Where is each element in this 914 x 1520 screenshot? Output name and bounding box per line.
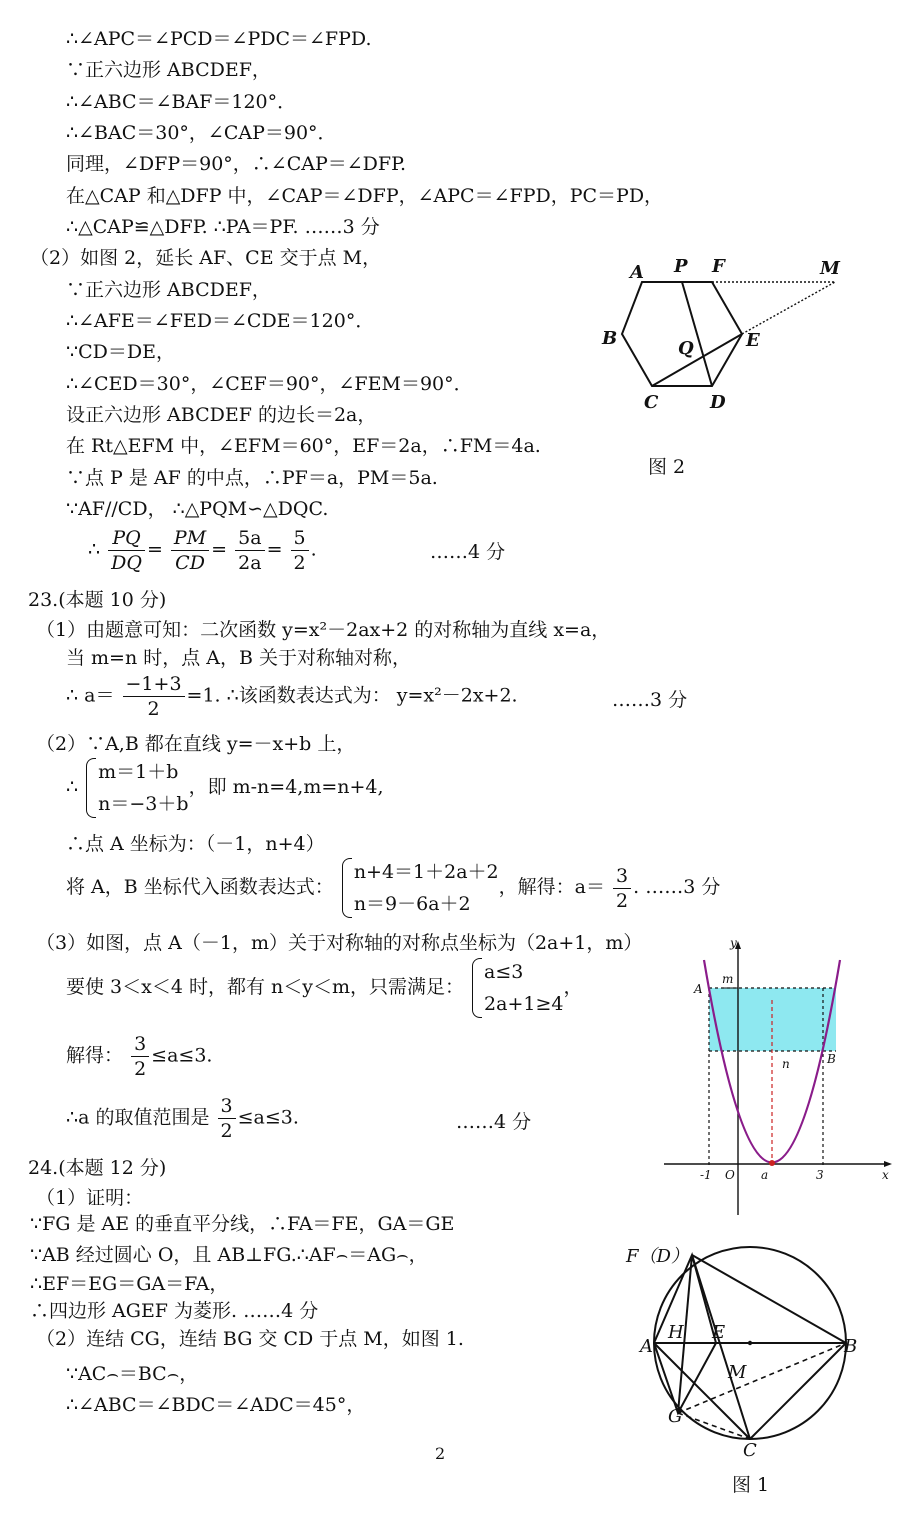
circle-figure [620, 1240, 880, 1480]
text-line: ∵CD＝DE， [66, 341, 175, 363]
page-number: 2 [435, 1444, 446, 1463]
label-m: M [728, 1362, 747, 1383]
x-axis-arrow [884, 1161, 892, 1167]
label-n: n [782, 1057, 790, 1071]
text-line: ∵正六边形 ABCDEF， [66, 59, 271, 81]
text-line: ∴∠BAC＝30°，∠CAP＝90°． [66, 122, 337, 144]
question-heading: 23.(本题 10 分) [28, 589, 167, 611]
label-c: C [644, 392, 659, 413]
text-line: ∴△CAP≌△DFP. ∴PA＝PF. ……3 分 [66, 216, 380, 238]
label-y: y [730, 936, 737, 950]
label-origin: O [725, 1168, 735, 1182]
substitution-equation: 将 A，B 坐标代入函数表达式： n+4＝1＋2a＋2 n＝9－6a＋2 ，解得：a＝ $\frac{3}{2}$ . ……3 分 [66, 856, 720, 920]
label-e: E [712, 1322, 726, 1343]
text-line: （1）由题意可知：二次函数 y=x²－2ax+2 的对称轴为直线 x=a， [36, 619, 611, 641]
score-label: ……4 分 [456, 1111, 532, 1133]
text-line: ∴∠CED＝30°，∠CEF＝90°，∠FEM＝90°． [66, 373, 473, 395]
label-b: B [602, 328, 618, 349]
label-m: m [722, 972, 734, 986]
text-line: ∵FG 是 AE 的垂直平分线，∴FA＝FE，GA＝GE [30, 1213, 455, 1235]
brace-system: n+4＝1＋2a＋2 n＝9－6a＋2 [340, 856, 499, 920]
linear-system: ∴ m＝1＋b n＝−3＋b ，即 m-n=4,m=n+4, [66, 756, 384, 820]
text-line: ∵AF//CD， ∴△PQM∽△DQC. [66, 498, 329, 520]
label-c: C [743, 1440, 757, 1461]
hexagon-figure [590, 250, 850, 420]
text-line: 在△CAP 和△DFP 中，∠CAP＝∠DFP，∠APC＝∠FPD，PC＝PD， [66, 185, 664, 207]
figure-caption: 图 1 [732, 1474, 770, 1496]
text-line: 在 Rt△EFM 中，∠EFM＝60°，EF＝2a，∴FM＝4a. [66, 435, 541, 457]
solution-line: 解得： $\frac{3}{2}$ ≤a≤3. [66, 1033, 213, 1080]
fraction: $\frac{PQ}{DQ}$ [108, 526, 145, 575]
label-d: D [710, 392, 726, 413]
label-three: 3 [816, 1168, 824, 1182]
fraction: $\frac{5}{2}$ [291, 526, 309, 575]
text-line: ∴∠APC＝∠PCD＝∠PDC＝∠FPD. [66, 28, 372, 50]
text-line: （2）如图 2，延长 AF、CE 交于点 M， [30, 247, 382, 269]
label-neg1: -1 [700, 1168, 712, 1182]
label-b: B [844, 1336, 858, 1357]
score-label: ……4 分 [430, 541, 506, 563]
text-line: ∵AC⌢＝BC⌢， [66, 1363, 199, 1385]
therefore-symbol: ∴ [88, 538, 101, 561]
label-a: A [694, 982, 703, 996]
hexagon-outline [622, 282, 742, 386]
label-e: E [746, 330, 760, 351]
label-f: F [712, 256, 725, 277]
text-line: （1）证明： [36, 1187, 144, 1209]
label-x: x [882, 1168, 889, 1182]
label-h: H [668, 1322, 684, 1343]
text-line: （3）如图，点 A（－1，m）关于对称轴的对称点坐标为（2a+1，m） [36, 932, 643, 954]
label-q: Q [678, 338, 694, 359]
fraction: $\frac{PM}{CD}$ [171, 526, 209, 575]
range-line: ∴a 的取值范围是 $\frac{3}{2}$ ≤a≤3. [66, 1095, 299, 1142]
text-line: ∴点 A 坐标为：（－1，n+4） [66, 833, 325, 855]
fraction: $\frac{-1+3}{2}$ [123, 672, 185, 721]
label-m: M [820, 258, 840, 279]
label-a: A [630, 262, 644, 283]
region-band [709, 988, 836, 1051]
text-line: ∴∠ABC＝∠BDC＝∠ADC＝45°， [66, 1394, 366, 1416]
fraction: $\frac{5a}{2a}$ [235, 526, 264, 575]
score-label: ……3 分 [612, 689, 688, 711]
condition-system: 要使 3＜x＜4 时，都有 n＜y＜m，只需满足： a≤3 2a+1≥4 ， [66, 956, 583, 1020]
label-p: P [674, 256, 688, 277]
text-line: （2）∵A,B 都在直线 y=－x+b 上， [36, 733, 356, 755]
vertex-point [769, 1160, 775, 1166]
figure-caption: 图 2 [648, 456, 686, 478]
segment-gc [678, 1413, 750, 1439]
segment-gb [678, 1343, 846, 1413]
text-line: ∵点 P 是 AF 的中点，∴PF＝a，PM＝5a. [66, 467, 438, 489]
brace-system: m＝1＋b n＝−3＋b [84, 756, 188, 820]
extension-em [742, 282, 835, 334]
brace-system: a≤3 2a+1≥4 [470, 956, 563, 1020]
text-line: ∵AB 经过圆心 O，且 AB⊥FG.∴AF⌢＝AG⌢， [30, 1244, 428, 1266]
segment-pd [682, 282, 712, 386]
fraction: $\frac{3}{2}$ [218, 1094, 236, 1143]
fraction: $\frac{3}{2}$ [613, 864, 631, 913]
text-line: ∵正六边形 ABCDEF， [66, 279, 271, 301]
fraction: $\frac{3}{2}$ [131, 1032, 149, 1081]
text-line: ∴∠ABC＝∠BAF＝120°． [66, 91, 297, 113]
parabola-figure [660, 935, 900, 1225]
text-line: ∴∠AFE＝∠FED＝∠CDE＝120°． [66, 310, 375, 332]
label-fd: F（D） [626, 1246, 689, 1267]
segment-ce [652, 334, 742, 386]
text-line: 当 m=n 时，点 A，B 关于对称轴对称， [66, 647, 412, 669]
segment-cb [750, 1343, 846, 1439]
text-line: 同理，∠DFP＝90°，∴∠CAP＝∠DFP. [66, 153, 407, 175]
label-g: G [668, 1406, 683, 1427]
label-a: A [640, 1336, 653, 1357]
ratio-equation: ∴ $\frac{PQ}{DQ}$ = $\frac{PM}{CD}$ = $\frac{5a}{2a}$ = $\frac{5}{2}$ . [88, 527, 317, 574]
text-line: ∴EF＝EG＝GA＝FA， [30, 1273, 229, 1295]
text-line: （2）连结 CG，连结 BG 交 CD 于点 M，如图 1. [36, 1328, 464, 1350]
center-point [748, 1341, 752, 1345]
text-line: ∴四边形 AGEF 为菱形. ……4 分 [30, 1300, 319, 1322]
axis-equation: ∴ a＝ $\frac{-1+3}{2}$ =1. ∴该函数表达式为： y=x²－2x+2. [66, 673, 518, 720]
question-heading: 24.(本题 12 分) [28, 1157, 167, 1179]
label-b: B [827, 1052, 836, 1066]
text-line: 设正六边形 ABCDEF 的边长＝2a， [66, 404, 377, 426]
label-a-axis: a [761, 1168, 769, 1182]
